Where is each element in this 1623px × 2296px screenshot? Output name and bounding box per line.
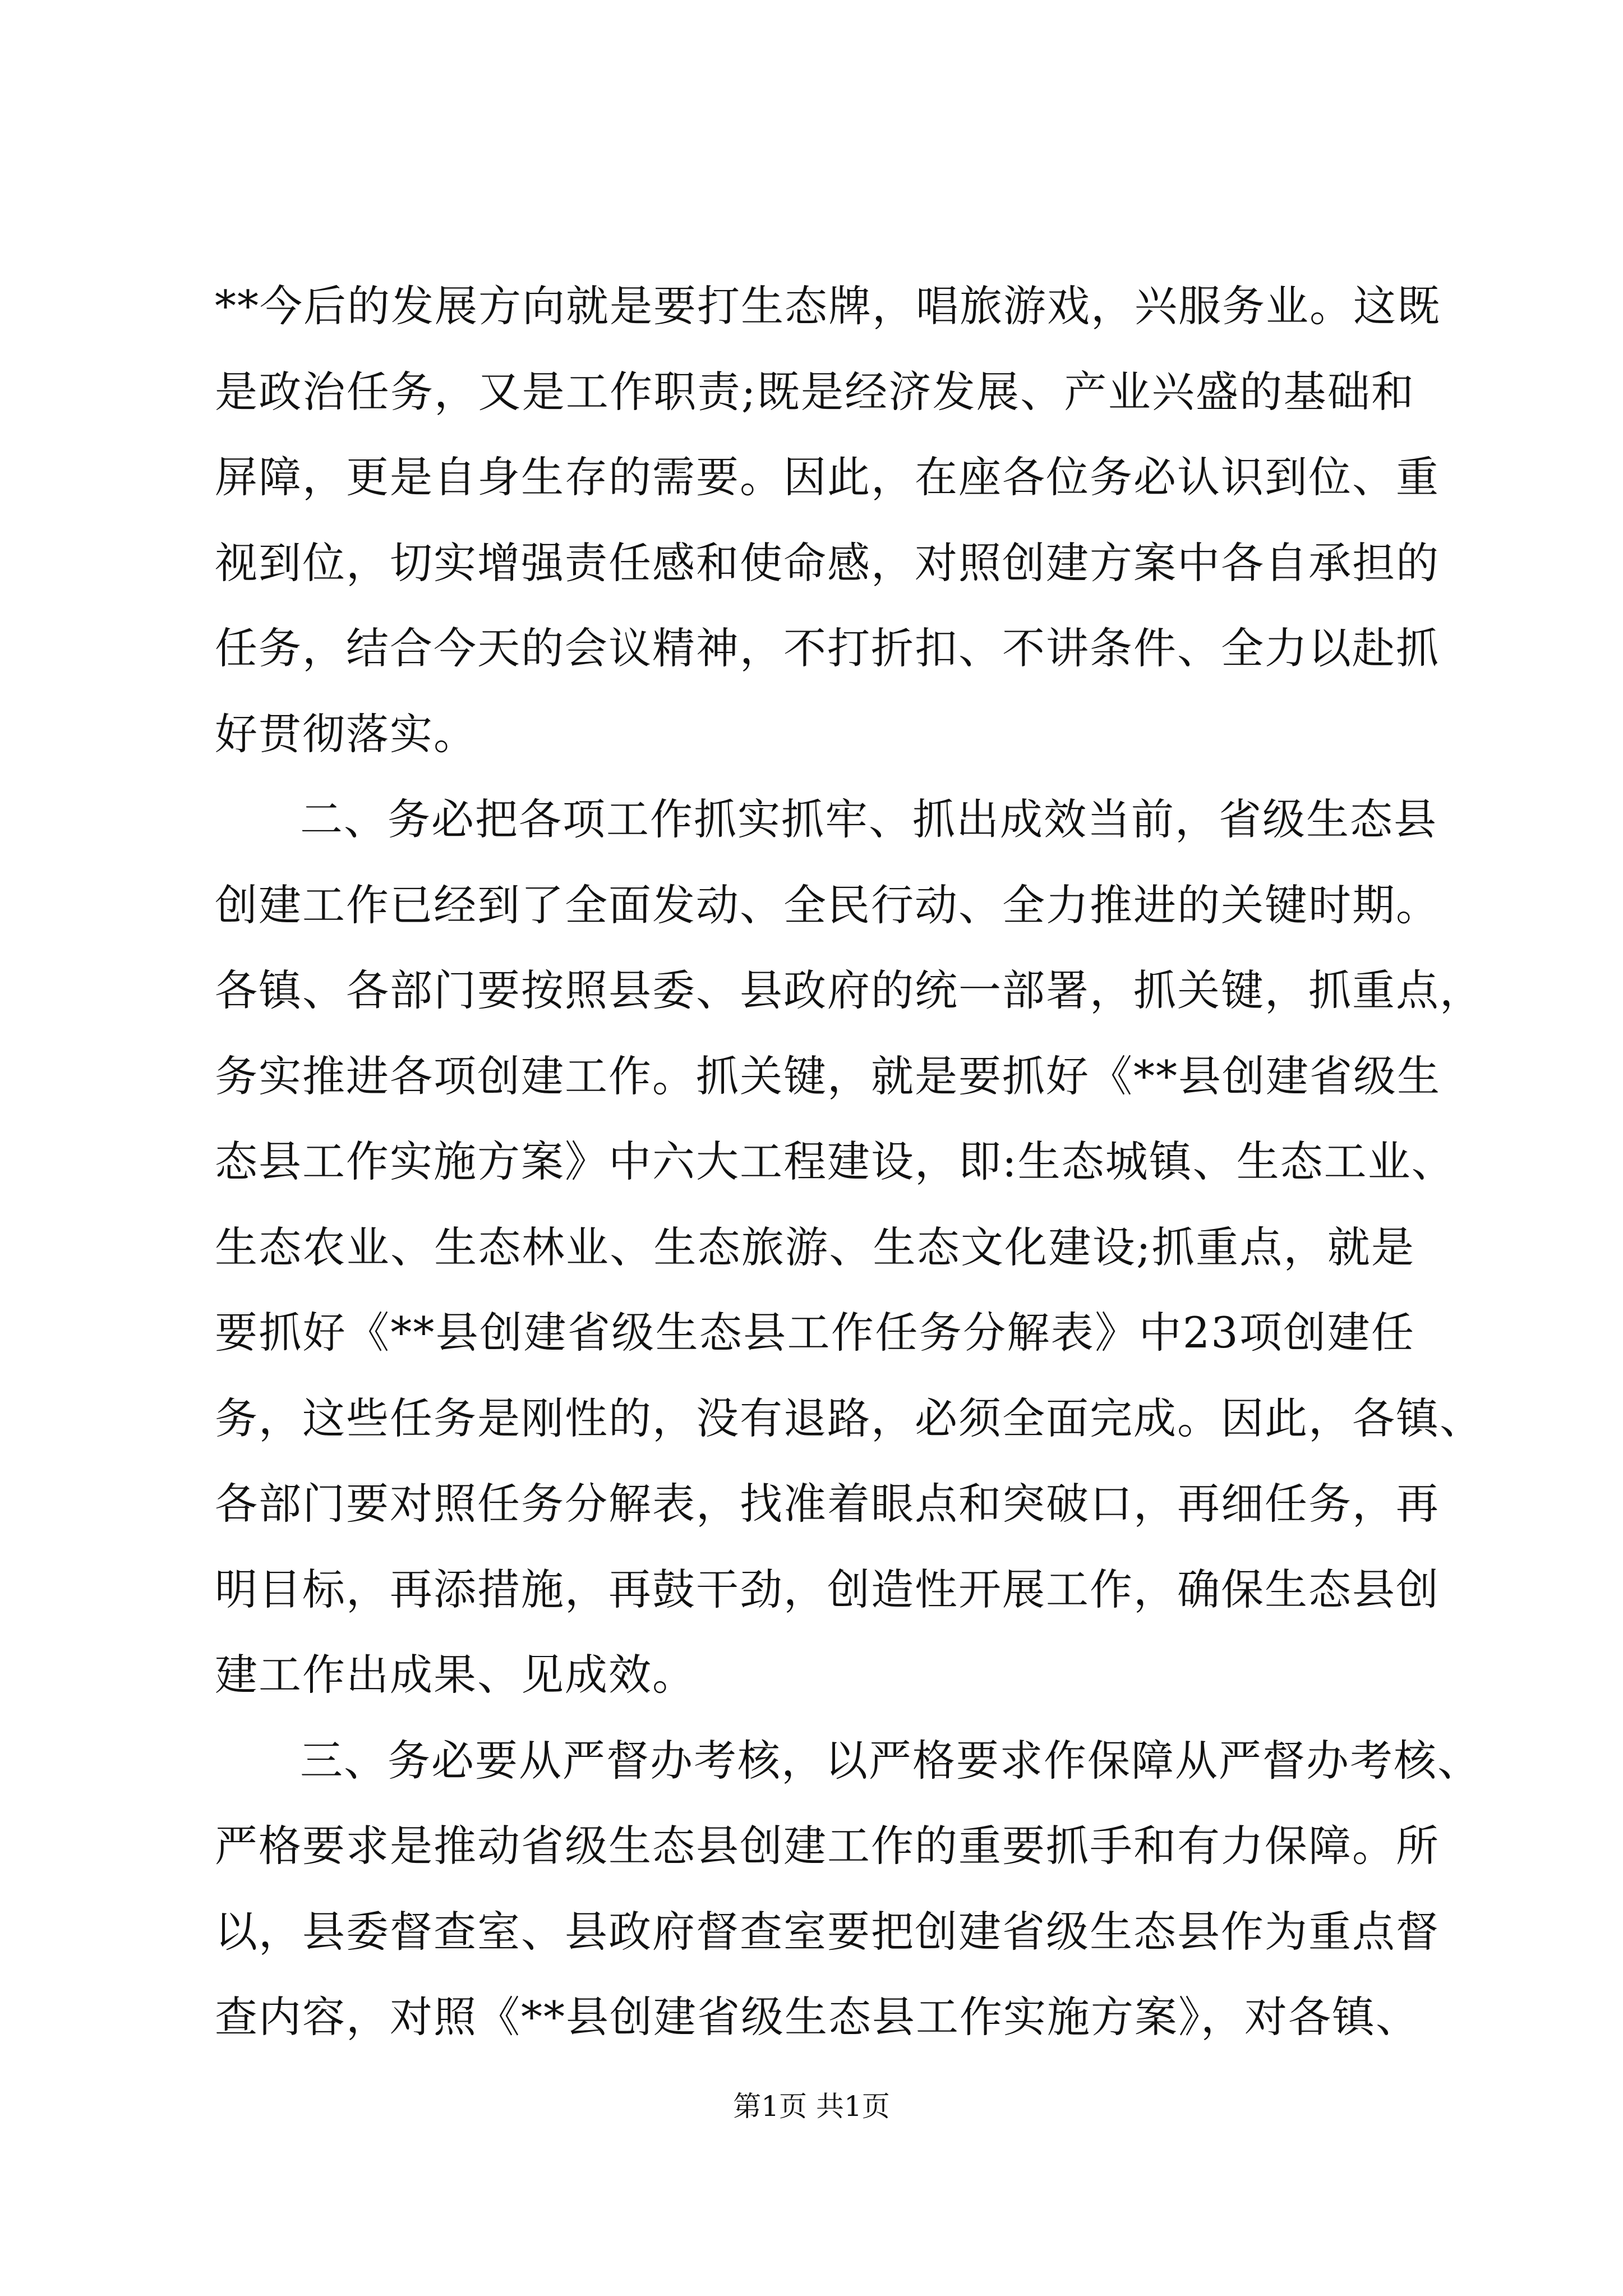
document-body [215, 264, 1483, 2060]
text-line: 建工作出成果、见成效。 [215, 1650, 696, 1700]
text-line: 二、务必把各项工作抓实抓牢、抓出成效当前，省级生态县 [300, 794, 1437, 844]
text-line: 查内容，对照《**县创建省级生态县工作实施方案》，对各镇、 [215, 1992, 1419, 2042]
text-line: 以，县委督查室、县政府督查室要把创建省级生态县作为重点督 [215, 1906, 1440, 1957]
text-line: 屏障，更是自身生存的需要。因此，在座各位务必认识到位、重 [215, 452, 1440, 502]
text-line: 创建工作已经到了全面发动、全民行动、全力推进的关键时期。 [215, 880, 1440, 930]
text-line: 好贯彻落实。 [215, 708, 477, 759]
text-line: 务，这些任务是刚性的，没有退路，必须全面完成。因此，各镇、 [215, 1393, 1483, 1443]
text-line: 务实推进各项创建工作。抓关键，就是要抓好《**县创建省级生 [215, 1051, 1441, 1101]
text-line: 视到位，切实增强责任感和使命感，对照创建方案中各自承担的 [215, 537, 1440, 588]
text-line: 态县工作实施方案》中六大工程建设，即:生态城镇、生态工业、 [215, 1137, 1455, 1186]
text-line: 要抓好《**县创建省级生态县工作任务分解表》中23项创建任 [215, 1308, 1415, 1358]
paragraph-1 [215, 264, 1441, 777]
text-line: 明目标，再添措施，再鼓干劲，创造性开展工作，确保生态县创 [215, 1564, 1440, 1614]
paragraph-3 [215, 1718, 1481, 2060]
text-line: 三、务必要从严督办考核，以严格要求作保障从严督办考核、 [300, 1735, 1481, 1786]
text-line: 各镇、各部门要按照县委、县政府的统一部署，抓关键，抓重点， [215, 965, 1483, 1015]
text-line: 生态农业、生态林业、生态旅游、生态文化建设;抓重点，就是 [215, 1222, 1415, 1272]
text-line: 各部门要对照任务分解表，找准着眼点和突破口，再细任务，再 [215, 1479, 1440, 1529]
text-line: 任务，结合今天的会议精神，不打折扣、不讲条件、全力以赴抓 [215, 623, 1440, 673]
text-line: **今后的发展方向就是要打生态牌，唱旅游戏，兴服务业。这既 [215, 281, 1441, 331]
text-line: 是政治任务，又是工作职责;既是经济发展、产业兴盛的基础和 [215, 366, 1415, 417]
page-footer [0, 2090, 1623, 2123]
page-number: 第1页 共1页 [733, 2090, 890, 2123]
paragraph-2 [215, 777, 1483, 1718]
text-line: 严格要求是推动省级生态县创建工作的重要抓手和有力保障。所 [215, 1821, 1440, 1871]
